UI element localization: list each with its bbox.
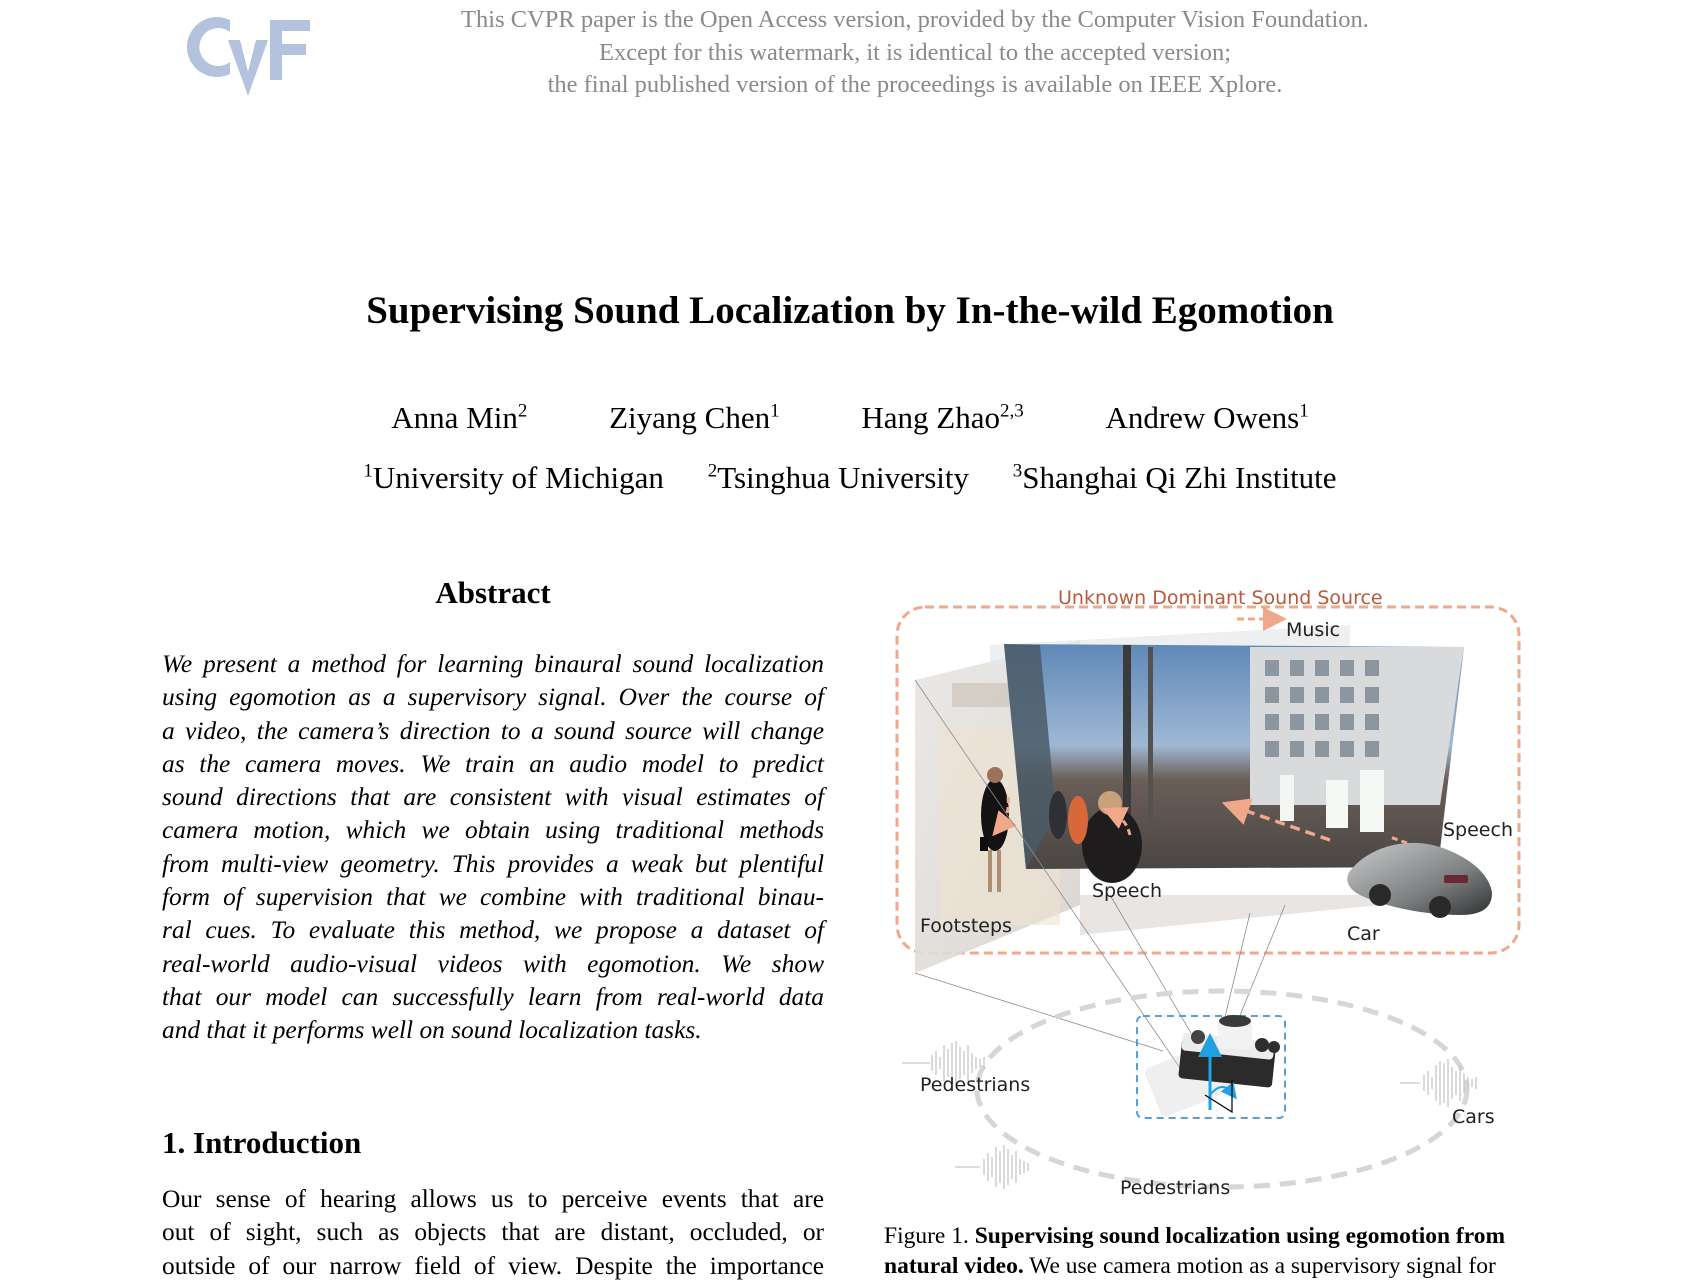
abstract-text	[162, 648, 824, 1048]
abstract-line: sound directions that are consistent with visual estimates of	[162, 783, 824, 812]
abstract-line: We present a method for learning binaural sound localization	[162, 650, 824, 678]
open-access-watermark	[330, 4, 1500, 102]
watermark-line-1: This CVPR paper is the Open Access version, provided by the Computer Vision Foundation.	[461, 6, 1369, 33]
abstract-line: and that it performs well on sound localization tasks.	[162, 1016, 702, 1045]
caption-prefix: Figure 1.	[884, 1223, 969, 1249]
label-footsteps: Footsteps	[920, 915, 1012, 937]
abstract-line: using egomotion as a supervisory signal. Over the course of	[162, 683, 824, 712]
figure-1-caption	[884, 1221, 1544, 1281]
affiliation-list	[0, 458, 1700, 498]
label-pedestrians-bottom: Pedestrians	[1120, 1177, 1231, 1199]
affiliation: $^2$Tsinghua University	[707, 460, 970, 495]
label-cars: Cars	[1452, 1106, 1495, 1128]
abstract-line: camera motion, which we obtain using traditional methods	[162, 816, 824, 845]
abstract-line: from multi-view geometry. This provides a weak but plentiful	[162, 849, 824, 878]
intro-line: outside of our narrow field of view. Despite the importance	[162, 1251, 824, 1280]
label-car: Car	[1347, 923, 1380, 945]
camera-icon	[1178, 1015, 1280, 1088]
abstract-line: a video, the camera’s direction to a sound source will change	[162, 716, 824, 745]
cvf-logo	[186, 14, 310, 96]
affiliation: $^3$Shanghai Qi Zhi Institute	[1012, 460, 1337, 495]
section-heading-introduction: 1. Introduction	[162, 1125, 362, 1160]
caption-bold-line-2: natural video.	[884, 1253, 1024, 1279]
intro-line: out of sight, such as objects that are distant, occluded, or	[162, 1218, 824, 1247]
abstract-line: form of supervision that we combine with traditional binau-	[162, 883, 824, 912]
intro-line: Our sense of hearing allows us to perceive events that are	[162, 1185, 824, 1213]
caption-bold-line-1: Supervising sound localization using egomotion from	[974, 1223, 1506, 1249]
abstract-line: that our model can successfully learn from real-world data	[162, 982, 824, 1011]
paper-title: Supervising Sound Localization by In-the-wild Egomotion	[366, 289, 1334, 332]
abstract-line: ral cues. To evaluate this method, we propose a dataset of	[162, 916, 824, 945]
caption-line-2: We use camera motion as a supervisory signal for	[1029, 1253, 1496, 1279]
figure-1	[880, 575, 1540, 1215]
author: Hang Zhao$^{2,3}$	[861, 400, 1024, 435]
figure-title: Unknown Dominant Sound Source	[1058, 587, 1383, 609]
watermark-line-2: Except for this watermark, it is identical to the accepted version;	[598, 38, 1231, 66]
abstract-heading: Abstract	[435, 575, 551, 610]
author: Andrew Owens$^1$	[1105, 400, 1309, 435]
author: Anna Min$^2$	[391, 400, 528, 435]
author-list	[0, 398, 1700, 438]
label-speech-right: Speech	[1443, 819, 1513, 841]
figure-illustration	[880, 575, 1540, 1215]
label-pedestrians-left: Pedestrians	[920, 1074, 1031, 1096]
speech-pedestrian	[1082, 807, 1142, 883]
label-music: Music	[1286, 619, 1341, 641]
abstract-line: as the camera moves. We train an audio model to predict	[162, 749, 824, 778]
label-speech-center: Speech	[1092, 880, 1162, 902]
introduction-text	[162, 1183, 824, 1283]
abstract-line: real-world audio-visual videos with egomotion. We show	[162, 949, 824, 978]
author: Ziyang Chen$^1$	[609, 400, 780, 435]
waveform-pedestrians-bottom	[955, 1145, 1028, 1189]
watermark-line-3: the final published version of the proceedings is available on IEEE Xplore.	[547, 71, 1283, 98]
affiliation: $^1$University of Michigan	[363, 460, 664, 495]
